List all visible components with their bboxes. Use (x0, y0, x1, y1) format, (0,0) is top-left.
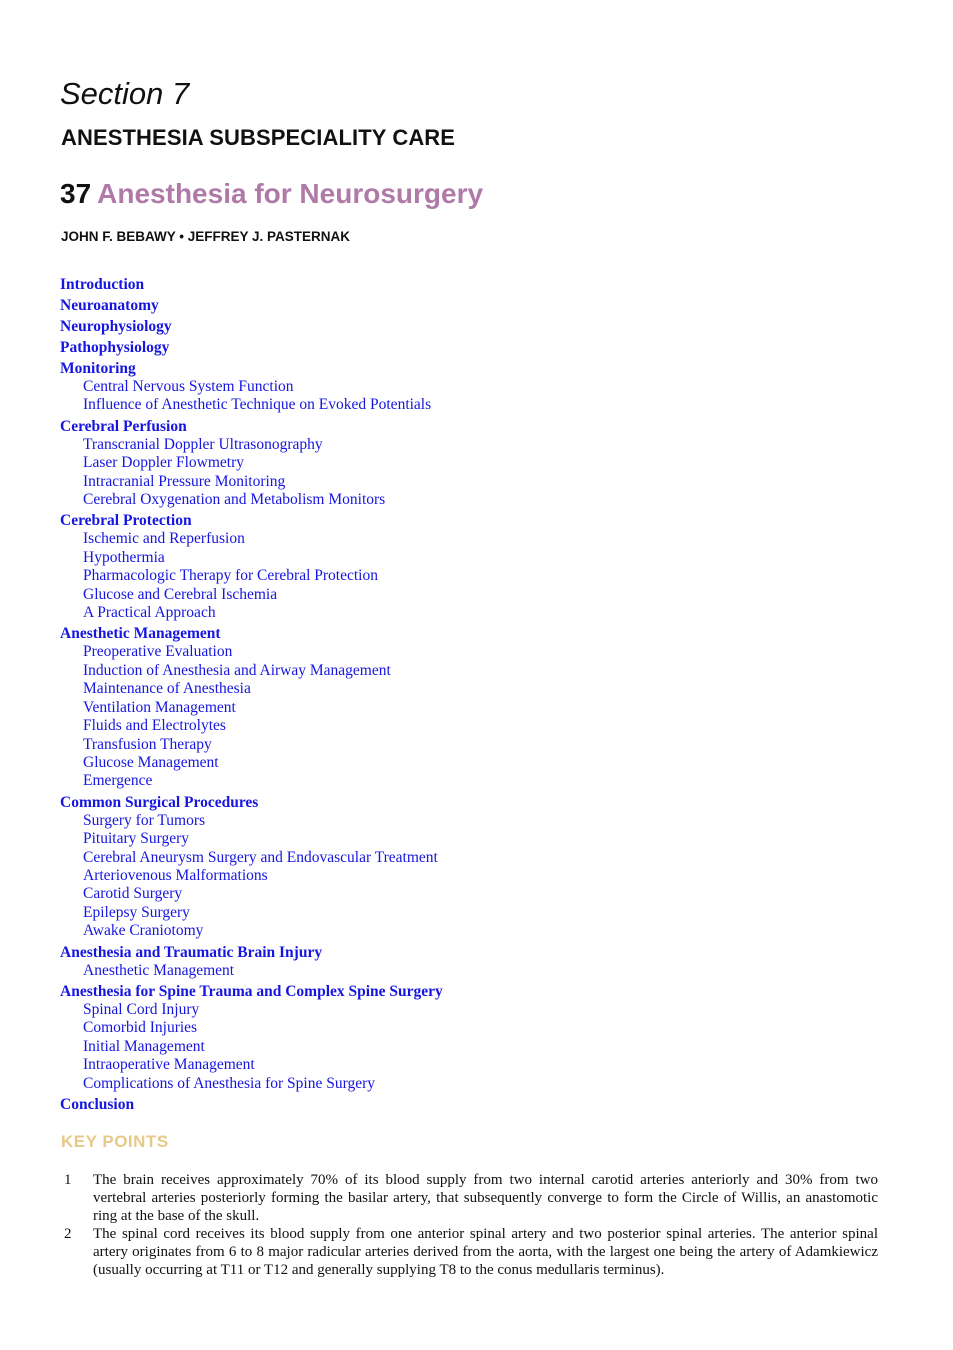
toc-section (60, 297, 860, 315)
toc-subsection (83, 586, 860, 604)
toc-subsection (83, 530, 860, 548)
toc-subsection (83, 473, 860, 491)
toc-sublist (60, 530, 860, 622)
toc-section (60, 360, 860, 415)
toc-subsection (83, 454, 860, 472)
toc-subsection (83, 604, 860, 622)
toc-section (60, 1096, 860, 1114)
toc-subsection (83, 830, 860, 848)
toc-subsection (83, 772, 860, 790)
toc-subsection (83, 1056, 860, 1074)
toc-subsection (83, 849, 860, 867)
toc-link[interactable]: Common Surgical Procedures (60, 793, 259, 811)
toc-subsection (83, 922, 860, 940)
toc-section (60, 276, 860, 294)
toc-sublink[interactable]: Intracranial Pressure Monitoring (83, 472, 286, 490)
toc-sublist (60, 378, 860, 415)
toc-sublink[interactable]: Fluids and Electrolytes (83, 717, 226, 735)
toc-sublink[interactable]: Emergence (83, 772, 153, 790)
toc-sublink[interactable]: Induction of Anesthesia and Airway Management (83, 661, 391, 679)
toc-sublink[interactable]: Anesthetic Management (83, 961, 235, 979)
toc-subsection (83, 491, 860, 509)
key-points-list (60, 1171, 878, 1279)
toc-sublink[interactable]: Spinal Cord Injury (83, 1000, 200, 1018)
toc-sublink[interactable]: Transcranial Doppler Ultrasonography (83, 435, 323, 453)
toc-sublink[interactable]: Hypothermia (83, 548, 165, 566)
chapter-number: 37 (60, 178, 92, 209)
toc-sublink[interactable]: Intraoperative Management (83, 1056, 255, 1074)
toc-subsection (83, 962, 860, 980)
toc-subsection (83, 904, 860, 922)
toc-subsection (83, 436, 860, 454)
toc-sublink[interactable]: Surgery for Tumors (83, 811, 206, 829)
key-point-text: The spinal cord receives its blood supply from one anterior spinal artery and two posterior spinal arteries. The anterior spinal artery originates from 6 to 8 major radicular arteries derived from the aorta, with the largest one being the artery of Adamkiewicz (usually occurring at T11 or T12 and generally supplying T8 to the conus medullaris terminus). (93, 1226, 878, 1278)
toc-sublist (60, 643, 860, 790)
toc-sublink[interactable]: Maintenance of Anesthesia (83, 680, 251, 698)
toc-subsection (83, 567, 860, 585)
toc-subsection (83, 812, 860, 830)
toc-sublink[interactable]: Cerebral Aneurysm Surgery and Endovascular Treatment (83, 848, 438, 866)
toc-subsection (83, 754, 860, 772)
toc-link[interactable]: Anesthesia for Spine Trauma and Complex Spine Surgery (60, 982, 443, 1000)
chapter-heading (60, 178, 483, 210)
toc-link[interactable]: Anesthetic Management (60, 625, 221, 643)
toc-link[interactable]: Conclusion (60, 1096, 135, 1113)
toc-sublink[interactable]: Influence of Anesthetic Technique on Evoked Potentials (83, 396, 432, 414)
toc-subsection (83, 1019, 860, 1037)
toc-subsection (83, 1038, 860, 1056)
toc-sublist (60, 812, 860, 941)
toc-sublink[interactable]: Carotid Surgery (83, 885, 183, 903)
chapter-title: Anesthesia for Neurosurgery (97, 178, 484, 209)
section-title: ANESTHESIA SUBSPECIALITY CARE (61, 125, 456, 150)
toc-subsection (83, 662, 860, 680)
toc-sublist (60, 962, 860, 980)
toc-subsection (83, 885, 860, 903)
toc-subsection (83, 699, 860, 717)
toc-sublink[interactable]: Transfusion Therapy (83, 735, 212, 753)
toc-link[interactable]: Cerebral Protection (60, 512, 192, 530)
toc-section (60, 512, 860, 622)
toc-link[interactable]: Pathophysiology (60, 339, 170, 356)
toc-sublink[interactable]: Cerebral Oxygenation and Metabolism Monitors (83, 491, 386, 509)
toc-sublink[interactable]: Glucose and Cerebral Ischemia (83, 585, 278, 603)
key-point-number: 1 (64, 1172, 72, 1188)
toc-section (60, 318, 860, 336)
toc-subsection (83, 1075, 860, 1093)
toc-section (60, 794, 860, 941)
key-points-heading: KEY POINTS (61, 1132, 169, 1151)
toc-sublink[interactable]: Epilepsy Surgery (83, 903, 190, 921)
section-label: Section 7 (60, 76, 190, 111)
key-point (60, 1225, 878, 1279)
toc-sublink[interactable]: Ventilation Management (83, 698, 236, 716)
key-point-number: 2 (64, 1226, 72, 1242)
toc-sublink[interactable]: Central Nervous System Function (83, 378, 294, 395)
toc-link[interactable]: Cerebral Perfusion (60, 417, 187, 435)
toc-subsection (83, 680, 860, 698)
toc-link[interactable]: Neuroanatomy (60, 297, 159, 314)
toc-subsection (83, 736, 860, 754)
toc-section (60, 983, 860, 1093)
key-point (60, 1171, 878, 1225)
toc-section (60, 418, 860, 510)
chapter-authors: JOHN F. BEBAWY • JEFFREY J. PASTERNAK (61, 229, 351, 244)
toc-section (60, 625, 860, 790)
toc-sublink[interactable]: A Practical Approach (83, 604, 216, 622)
toc-sublink[interactable]: Glucose Management (83, 753, 219, 771)
toc-sublink[interactable]: Initial Management (83, 1037, 205, 1055)
toc-link[interactable]: Introduction (60, 276, 145, 293)
table-of-contents (60, 276, 860, 1114)
toc-subsection (83, 378, 860, 396)
toc-sublink[interactable]: Awake Craniotomy (83, 922, 204, 940)
toc-sublist (60, 436, 860, 510)
toc-sublink[interactable]: Pharmacologic Therapy for Cerebral Protection (83, 567, 378, 585)
toc-sublist (60, 1001, 860, 1093)
toc-section (60, 339, 860, 357)
toc-link[interactable]: Neurophysiology (60, 318, 172, 335)
toc-subsection (83, 717, 860, 735)
toc-subsection (83, 867, 860, 885)
toc-subsection (83, 1001, 860, 1019)
toc-link[interactable]: Monitoring (60, 360, 136, 377)
key-point-text: The brain receives approximately 70% of its blood supply from two internal carotid arteries anteriorly and 30% from two vertebral arteries posteriorly forming the basilar artery, that subsequently converge to form the Circle of Willis, an anastomotic ring at the base of the skull. (93, 1172, 878, 1224)
toc-sublink[interactable]: Arteriovenous Malformations (83, 866, 268, 884)
toc-section (60, 944, 860, 980)
toc-sublink[interactable]: Laser Doppler Flowmetry (83, 454, 244, 472)
toc-sublink[interactable]: Preoperative Evaluation (83, 643, 233, 661)
toc-sublink[interactable]: Pituitary Surgery (83, 830, 190, 848)
toc-subsection (83, 396, 860, 414)
toc-sublink[interactable]: Ischemic and Reperfusion (83, 530, 245, 548)
toc-subsection (83, 643, 860, 661)
toc-sublink[interactable]: Complications of Anesthesia for Spine Surgery (83, 1074, 376, 1092)
toc-sublink[interactable]: Comorbid Injuries (83, 1019, 198, 1037)
toc-subsection (83, 549, 860, 567)
toc-link[interactable]: Anesthesia and Traumatic Brain Injury (60, 943, 323, 961)
